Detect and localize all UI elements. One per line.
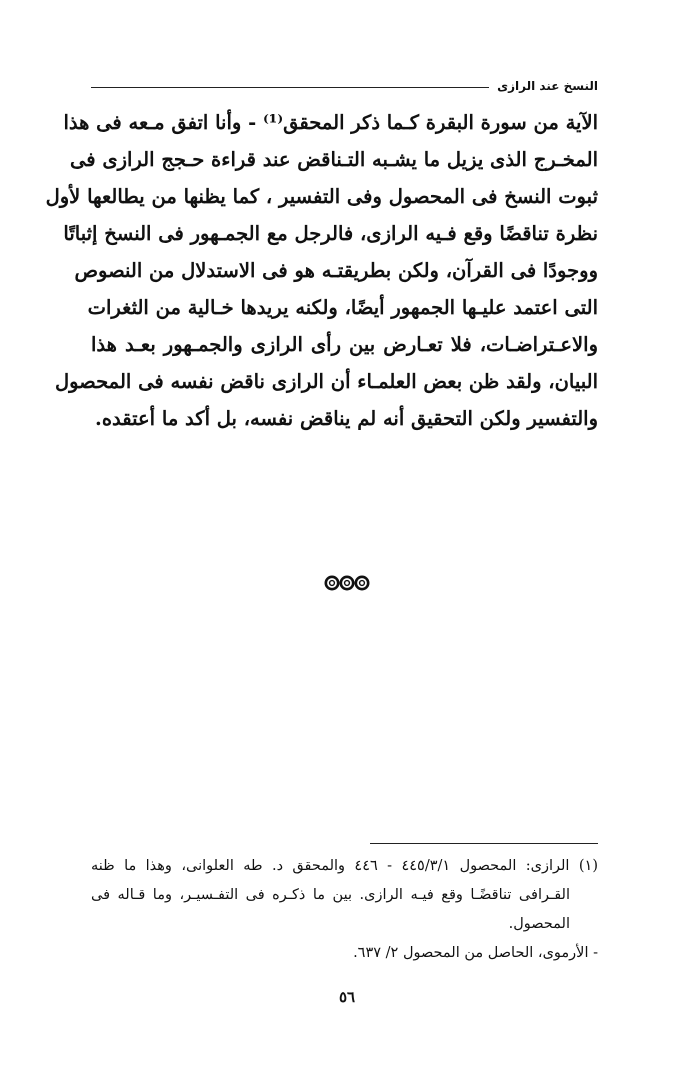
footnote-line: (١) الرازى: المحصول ٤٤٥/٣/١ - ٤٤٦ والمحقق د. طه العلوانى، وهذا ما ظنه	[91, 858, 598, 874]
running-header-title: النسخ عند الرازى	[497, 79, 598, 93]
body-line: ووجودًا فى القرآن، ولكن بطريقتـه هو فى الاستدلال من النصوص	[74, 259, 598, 282]
body-line: ثبوت النسخ فى المحصول وفى التفسير ، كما يظنها من يطالعها لأول	[45, 185, 598, 208]
body-line: البيان، ولقد ظن بعض العلمـاء أن الرازى ناقض نفسه فى المحصول	[54, 370, 598, 393]
footnote-separator	[370, 843, 598, 844]
body-text	[45, 104, 598, 437]
footnote-line: القـرافى تناقضًـا وقع فيـه الرازى. بين ما ذكـره فى التفـسيـر، وما قـاله فى	[91, 887, 570, 903]
header-rule	[91, 87, 489, 88]
footnotes	[91, 852, 598, 968]
body-line: التى اعتمد عليـها الجمهور أيضًا، ولكنه يريدها خـالية من الثغرات	[87, 296, 598, 319]
section-break	[0, 574, 694, 592]
body-line: الآية من سورة البقرة كـما ذكر المحقق⁽¹⁾ - وأنا اتفق مـعه فى هذا	[63, 111, 598, 134]
three-circles-ornament-icon	[323, 574, 371, 592]
body-line: والاعـتراضـات، فلا تعـارض بين رأى الرازى والجمـهور بعـد هذا	[91, 333, 598, 356]
body-line: نظرة تناقضًا وقع فـيه الرازى، فالرجل مع الجمـهور فى النسخ إثباتًا	[63, 222, 598, 245]
page-number: ٥٦	[338, 988, 356, 1006]
footnote-line: - الأرموى، الحاصل من المحصول ٢/ ٦٣٧.	[353, 945, 598, 961]
running-header	[91, 74, 598, 98]
footnote-line: المحصول.	[508, 916, 570, 932]
body-line: والتفسير ولكن التحقيق أنه لم يناقض نفسه، بل أكد ما أعتقده.	[95, 407, 598, 430]
body-line: المخـرج الذى يزيل ما يشـبه التـناقض عند قراءة حـجج الرازى فى	[69, 148, 598, 171]
